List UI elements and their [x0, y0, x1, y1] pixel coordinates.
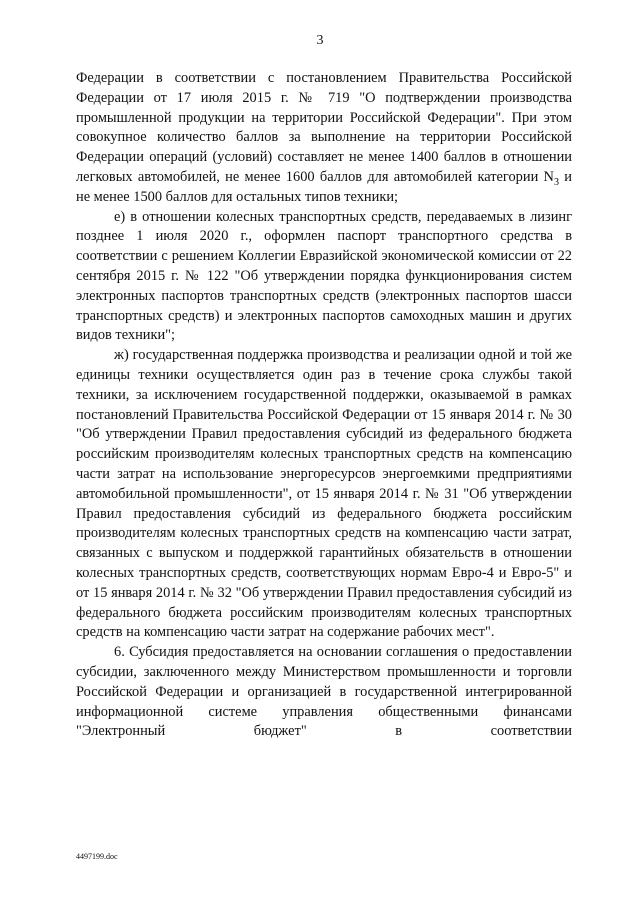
paragraph-text: Федерации в соответствии с постановлением Правительства Российской Федерации от 17 июля 2015 г. № 719 "О подтверждении производства промышленной продукции на территории Российской Федерации". При этом совокупное количество баллов за выполнение на территории Российской Федерации операций (условий) составляет не менее 1400 баллов в отношении легковых автомобилей, не менее 1600 баллов для автомобилей категории N	[76, 70, 572, 185]
paragraph-continuation	[76, 69, 572, 208]
subscript: 3	[553, 176, 559, 188]
paragraph-text-end: и не менее 1500 баллов для остальных типов техники;	[76, 168, 572, 205]
page-number: 3	[316, 33, 324, 48]
paragraph-item-zh: ж) государственная поддержка производства и реализации одной и той же единицы техники осуществляется один раз в течение срока службы такой техники, за исключением государственной поддержки, оказываемой в рамках постановлений Правительства Российской Федерации от 15 января 2014 г. № 30 "Об утверждении Правил предоставления субсидий из федерального бюджета российским производителям колесных транспортных средств на компенсацию части затрат на использование энергоресурсов энергоемкими предприятиями автомобильной промышленности", от 15 января 2014 г. № 31 "Об утверждении Правил предоставления субсидий из федерального бюджета российским производителям колесных транспортных средств на компенсацию части затрат, связанных с выпуском и поддержкой гарантийных обязательств в отношении колесных транспортных средств, соответствующих нормам Евро-4 и Евро-5" и от 15 января 2014 г. № 32 "Об утверждении Правил предоставления субсидий из федерального бюджета российским производителям колесных транспортных средств на компенсацию части затрат на содержание рабочих мест".	[76, 347, 572, 641]
paragraph-item-6: 6. Субсидия предоставляется на основании соглашения о предоставлении субсидии, заключенного между Министерством промышленности и торговли Российской Федерации и организацией в государственной интегрированной информационной системе управления общественными финансами "Электронный бюджет" в соответствии	[76, 644, 572, 740]
body-text	[76, 69, 572, 742]
paragraph-item-e: е) в отношении колесных транспортных средств, передаваемых в лизинг позднее 1 июля 2020 г., оформлен паспорт транспортного средства в соответствии с решением Коллегии Евразийской экономической комиссии от 22 сентября 2015 г. № 122 "Об утверждении порядка функционирования систем электронных паспортов транспортных средств (электронных паспортов шасси транспортных средств) и электронных паспортов самоходных машин и других видов техники";	[76, 208, 572, 344]
footer-filename: 4497199.doc	[76, 852, 118, 861]
